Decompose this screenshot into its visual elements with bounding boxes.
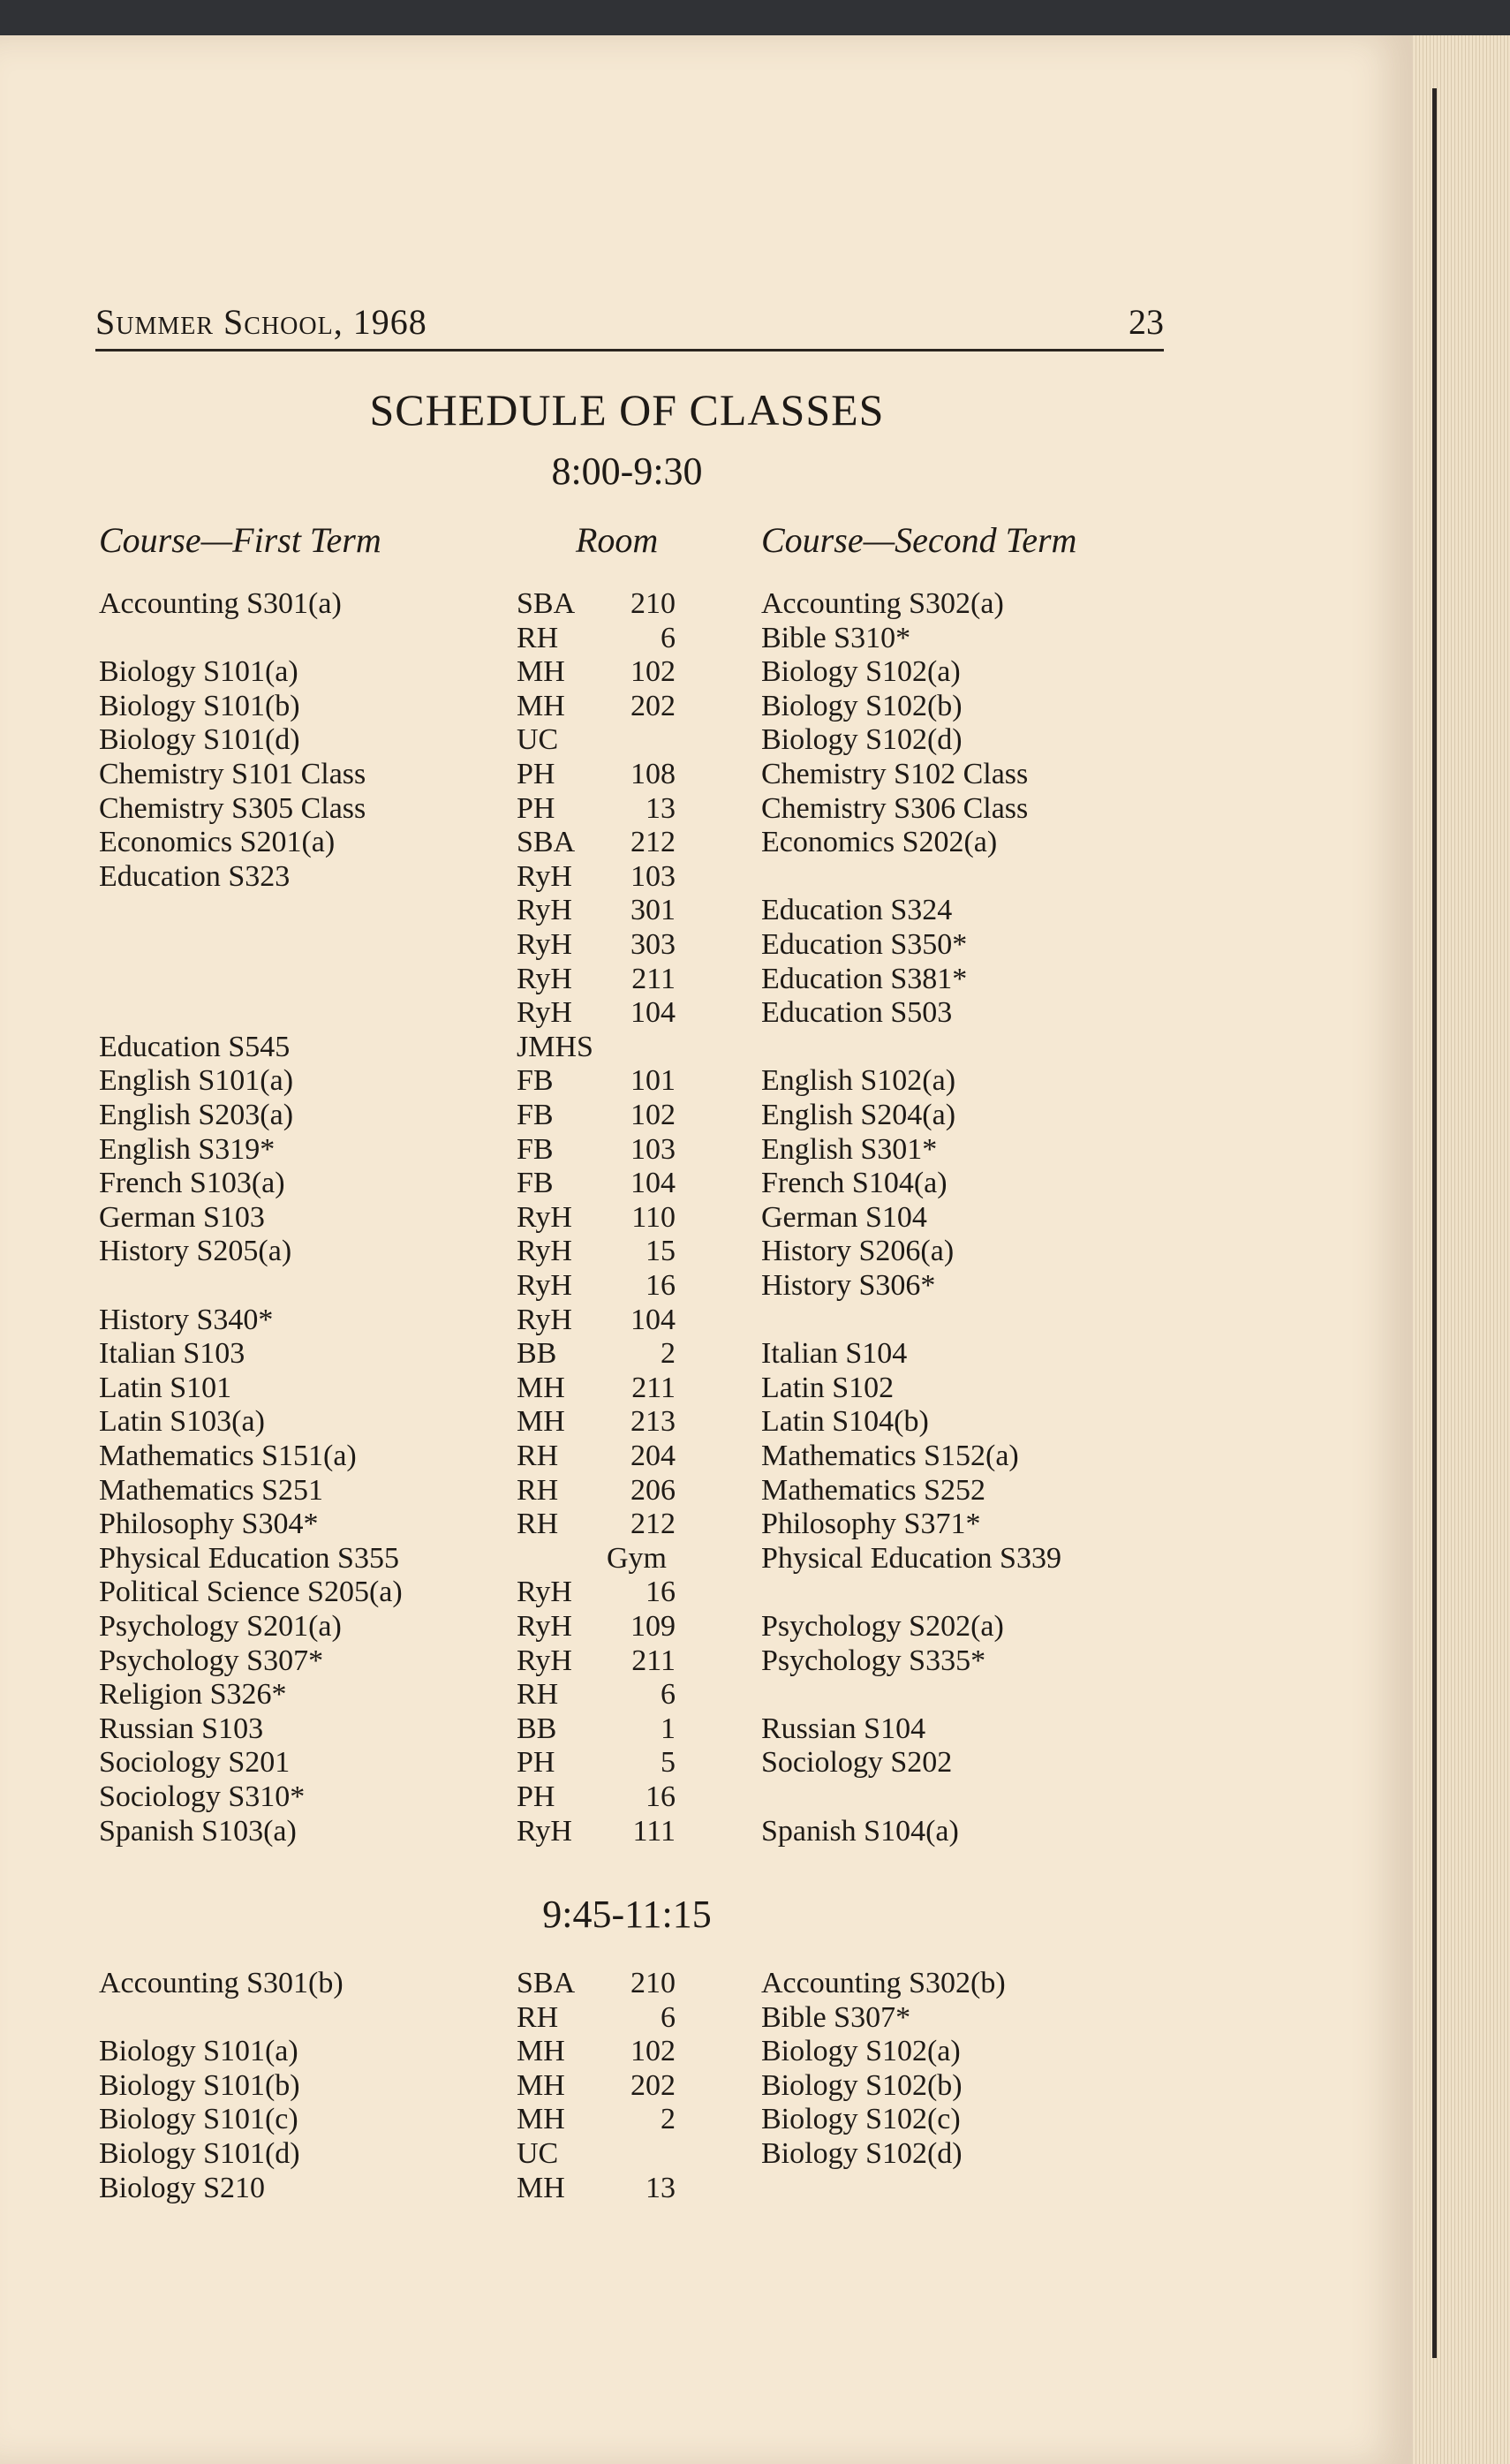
binding-shadow	[1432, 88, 1437, 2358]
room-number: 104	[630, 1303, 676, 1336]
room-cell	[517, 792, 676, 826]
first-term-course: Education S323	[99, 859, 291, 893]
second-term-course: Physical Education S339	[761, 1541, 1061, 1575]
room-cell	[517, 894, 676, 927]
room-building: MH	[517, 2103, 565, 2136]
second-term-course: Accounting S302(a)	[761, 587, 1004, 620]
room-building: PH	[517, 1780, 555, 1813]
first-term-course: English S203(a)	[99, 1099, 294, 1131]
first-term-course: Political Science S205(a)	[99, 1576, 403, 1609]
first-term-course: History S340*	[99, 1303, 274, 1336]
column-header-second-term: Course—Second Term	[761, 520, 1077, 560]
room-number: 301	[630, 894, 676, 927]
room-building: PH	[517, 791, 555, 825]
second-term-course: Italian S104	[761, 1337, 908, 1371]
room-cell	[517, 1440, 676, 1473]
room-cell	[517, 1064, 676, 1098]
room-building: UC	[517, 2137, 559, 2170]
room-number: 111	[632, 1814, 676, 1848]
first-term-course: Religion S326*	[99, 1678, 287, 1712]
first-term-course: Chemistry S305 Class	[99, 791, 366, 825]
room-number: 109	[630, 1610, 676, 1643]
room-building: RyH	[517, 1644, 572, 1677]
room-cell	[517, 1712, 676, 1746]
first-term-course: Psychology S307*	[99, 1644, 324, 1677]
room-building: RH	[517, 1678, 559, 1712]
room-number: 212	[630, 826, 676, 859]
running-head	[95, 296, 1164, 351]
second-term-course: Spanish S104(a)	[761, 1814, 959, 1848]
second-term-course: Chemistry S306 Class	[761, 791, 1029, 825]
slot-time-heading: 9:45-11:15	[542, 1893, 712, 1936]
room-cell	[517, 963, 676, 996]
page-title: SCHEDULE OF CLASSES	[369, 385, 885, 435]
first-term-course: Latin S101	[99, 1371, 232, 1404]
first-term-course: Sociology S201	[99, 1746, 291, 1780]
room-number: 202	[630, 689, 676, 722]
room-number: 15	[646, 1235, 676, 1268]
room-cell	[517, 1133, 676, 1167]
room-building: FB	[517, 1132, 554, 1166]
second-term-course: Biology S102(a)	[761, 2035, 961, 2068]
room-number: 16	[646, 1576, 676, 1609]
room-number: 6	[661, 1678, 676, 1712]
room-number: 2	[661, 2103, 676, 2136]
second-term-course: Sociology S202	[761, 1746, 953, 1780]
room-cell	[517, 1201, 676, 1235]
room-number: 101	[630, 1064, 676, 1098]
room-building: RyH	[517, 1303, 572, 1336]
slot-time-heading: 8:00-9:30	[551, 450, 703, 493]
room-building: SBA	[517, 826, 576, 859]
room-building: MH	[517, 2171, 565, 2204]
book-page	[0, 35, 1413, 2464]
room-building: MH	[517, 655, 565, 689]
room-building: SBA	[517, 587, 576, 620]
column-header-first-term: Course—First Term	[99, 520, 381, 560]
second-term-course: History S206(a)	[761, 1235, 955, 1268]
room-number: 202	[630, 2068, 676, 2102]
room-cell	[517, 996, 676, 1030]
second-term-course: German S104	[761, 1200, 927, 1234]
room-number: 211	[631, 1644, 676, 1677]
room-building: BB	[517, 1337, 557, 1371]
first-term-course: Biology S101(c)	[99, 2103, 298, 2136]
room-number: 16	[646, 1269, 676, 1302]
room-number: 5	[661, 1746, 676, 1780]
first-term-course: Latin S103(a)	[99, 1405, 265, 1439]
room-number: 104	[630, 1167, 676, 1200]
room-building: RyH	[517, 1610, 572, 1643]
first-term-course: Sociology S310*	[99, 1780, 306, 1813]
room-cell	[517, 1644, 676, 1678]
first-term-course: Biology S210	[99, 2171, 265, 2204]
second-term-course: Philosophy S371*	[761, 1508, 981, 1541]
room-number: 102	[630, 1099, 676, 1131]
room-building: PH	[517, 1746, 555, 1780]
first-term-course: Russian S103	[99, 1712, 264, 1745]
room-building: RyH	[517, 894, 572, 927]
second-term-course: Bible S307*	[761, 2000, 911, 2034]
second-term-course: Biology S102(a)	[761, 655, 961, 689]
second-term-course: Psychology S335*	[761, 1644, 986, 1677]
second-term-course: Biology S102(d)	[761, 723, 963, 757]
room-cell	[517, 2001, 676, 2035]
first-term-course: Biology S101(b)	[99, 2068, 300, 2102]
room-cell	[517, 2137, 676, 2171]
room-cell	[517, 826, 676, 859]
second-term-course: Education S324	[761, 894, 953, 927]
second-term-course: Education S381*	[761, 962, 968, 995]
room-cell	[517, 622, 676, 655]
room-number: 1	[661, 1712, 676, 1745]
room-number: 2	[661, 1337, 676, 1371]
room-cell	[517, 1610, 676, 1644]
room-cell	[517, 690, 676, 723]
first-term-course: Spanish S103(a)	[99, 1814, 297, 1848]
room-number: 110	[631, 1200, 676, 1234]
second-term-course: English S204(a)	[761, 1099, 956, 1131]
second-term-course: Russian S104	[761, 1712, 926, 1745]
second-term-course: French S104(a)	[761, 1167, 948, 1200]
room-building: RyH	[517, 1576, 572, 1609]
room-cell	[517, 1815, 676, 1848]
room-building: MH	[517, 689, 565, 722]
second-term-course: Biology S102(b)	[761, 2068, 963, 2102]
second-term-course: Bible S310*	[761, 621, 911, 654]
room-cell	[517, 1304, 676, 1337]
first-term-course: French S103(a)	[99, 1167, 285, 1200]
second-term-course: Biology S102(d)	[761, 2137, 963, 2170]
room-number: 210	[630, 587, 676, 620]
room-number: 210	[630, 1967, 676, 1999]
first-term-course: Mathematics S251	[99, 1473, 324, 1507]
first-term-course: Biology S101(a)	[99, 2035, 298, 2068]
room-building: RyH	[517, 928, 572, 961]
room-cell	[517, 928, 676, 962]
room-building: Gym	[607, 1541, 667, 1575]
room-number: 108	[630, 758, 676, 790]
first-term-course: Italian S103	[99, 1337, 245, 1371]
second-term-course: Mathematics S252	[761, 1473, 986, 1507]
room-cell	[517, 2035, 676, 2068]
room-building: RyH	[517, 962, 572, 995]
room-cell	[517, 1337, 676, 1371]
room-cell	[517, 1235, 676, 1268]
room-number: 211	[631, 962, 676, 995]
room-number: 13	[646, 2171, 676, 2204]
scan-top-border	[0, 0, 1510, 35]
second-term-course: Accounting S302(b)	[761, 1967, 1006, 1999]
room-cell	[517, 860, 676, 894]
second-term-course: English S102(a)	[761, 1064, 956, 1098]
first-term-course: English S101(a)	[99, 1064, 294, 1098]
second-term-course: English S301*	[761, 1132, 938, 1166]
room-building: RH	[517, 2000, 559, 2034]
second-term-course: Education S350*	[761, 928, 968, 961]
room-building: RyH	[517, 1814, 572, 1848]
room-number: 204	[630, 1440, 676, 1472]
room-building: RyH	[517, 1200, 572, 1234]
room-cell	[517, 1372, 676, 1405]
room-cell	[517, 1508, 676, 1541]
room-building: RH	[517, 1508, 559, 1541]
room-cell	[517, 1031, 676, 1064]
room-building: RyH	[517, 1269, 572, 1302]
room-number: 6	[661, 621, 676, 654]
room-cell	[517, 1576, 676, 1609]
first-term-course: English S319*	[99, 1132, 276, 1166]
first-term-course: History S205(a)	[99, 1235, 292, 1268]
room-cell	[517, 655, 676, 689]
room-number: 102	[630, 655, 676, 689]
room-building: MH	[517, 1371, 565, 1404]
room-number: 6	[661, 2000, 676, 2034]
room-cell	[517, 1269, 676, 1303]
room-cell	[517, 1474, 676, 1508]
first-term-course: Philosophy S304*	[99, 1508, 319, 1541]
second-term-course: Mathematics S152(a)	[761, 1440, 1019, 1472]
first-term-course: Psychology S201(a)	[99, 1610, 342, 1643]
running-head-title: Summer School, 1968	[95, 302, 427, 342]
column-header-room: Room	[576, 520, 659, 560]
second-term-course: Latin S102	[761, 1371, 895, 1404]
room-building: MH	[517, 1405, 565, 1439]
second-term-course: Latin S104(b)	[761, 1405, 929, 1439]
room-number: 16	[646, 1780, 676, 1813]
room-number: 102	[630, 2035, 676, 2068]
first-term-course: Biology S101(d)	[99, 2137, 300, 2170]
room-building: RH	[517, 1440, 559, 1472]
room-cell	[517, 1678, 676, 1712]
second-term-course: Education S503	[761, 996, 953, 1030]
first-term-course: Accounting S301(b)	[99, 1967, 344, 1999]
room-building: SBA	[517, 1967, 576, 1999]
room-building: JMHS	[517, 1030, 593, 1063]
room-cell	[517, 2172, 676, 2205]
room-number: 103	[630, 859, 676, 893]
second-term-course: History S306*	[761, 1269, 936, 1302]
room-building: RyH	[517, 996, 572, 1030]
first-term-course: Biology S101(a)	[99, 655, 298, 689]
room-cell	[517, 1167, 676, 1200]
first-term-course: Education S545	[99, 1030, 291, 1063]
first-term-course: Mathematics S151(a)	[99, 1440, 357, 1472]
room-building: BB	[517, 1712, 557, 1745]
room-cell	[517, 2103, 676, 2136]
room-building: UC	[517, 723, 559, 757]
room-cell	[517, 1746, 676, 1780]
first-term-course: Physical Education S355	[99, 1541, 399, 1575]
room-cell	[517, 1099, 676, 1132]
room-number: 103	[630, 1132, 676, 1166]
second-term-course: Biology S102(c)	[761, 2103, 961, 2136]
second-term-course: Biology S102(b)	[761, 689, 963, 722]
second-term-course: Economics S202(a)	[761, 826, 998, 859]
room-cell	[517, 1405, 676, 1439]
room-building: FB	[517, 1099, 554, 1131]
room-number: 206	[630, 1473, 676, 1507]
room-cell	[517, 1780, 676, 1814]
page-edge	[1413, 35, 1510, 2464]
room-building: RyH	[517, 859, 572, 893]
room-number: 212	[630, 1508, 676, 1541]
room-cell	[517, 1542, 676, 1576]
room-cell	[517, 587, 676, 621]
room-number: 104	[630, 996, 676, 1030]
room-number: 13	[646, 791, 676, 825]
first-term-course: Biology S101(b)	[99, 689, 300, 722]
second-term-course: Chemistry S102 Class	[761, 758, 1029, 790]
room-cell	[517, 1967, 676, 2000]
second-term-course: Psychology S202(a)	[761, 1610, 1004, 1643]
room-building: RyH	[517, 1235, 572, 1268]
first-term-course: Economics S201(a)	[99, 826, 336, 859]
room-number: 303	[630, 928, 676, 961]
first-term-course: German S103	[99, 1200, 265, 1234]
room-building: PH	[517, 758, 555, 790]
room-building: RH	[517, 621, 559, 654]
page-number: 23	[1129, 302, 1164, 342]
room-building: MH	[517, 2035, 565, 2068]
room-number: 211	[631, 1371, 676, 1404]
room-cell	[517, 758, 676, 791]
first-term-course: Biology S101(d)	[99, 723, 300, 757]
first-term-course: Chemistry S101 Class	[99, 758, 366, 790]
room-cell	[517, 2069, 676, 2103]
first-term-course: Accounting S301(a)	[99, 587, 342, 620]
room-building: FB	[517, 1064, 554, 1098]
room-building: MH	[517, 2068, 565, 2102]
room-building: FB	[517, 1167, 554, 1200]
room-cell	[517, 723, 676, 757]
room-number: 213	[630, 1405, 676, 1439]
room-building: RH	[517, 1473, 559, 1507]
